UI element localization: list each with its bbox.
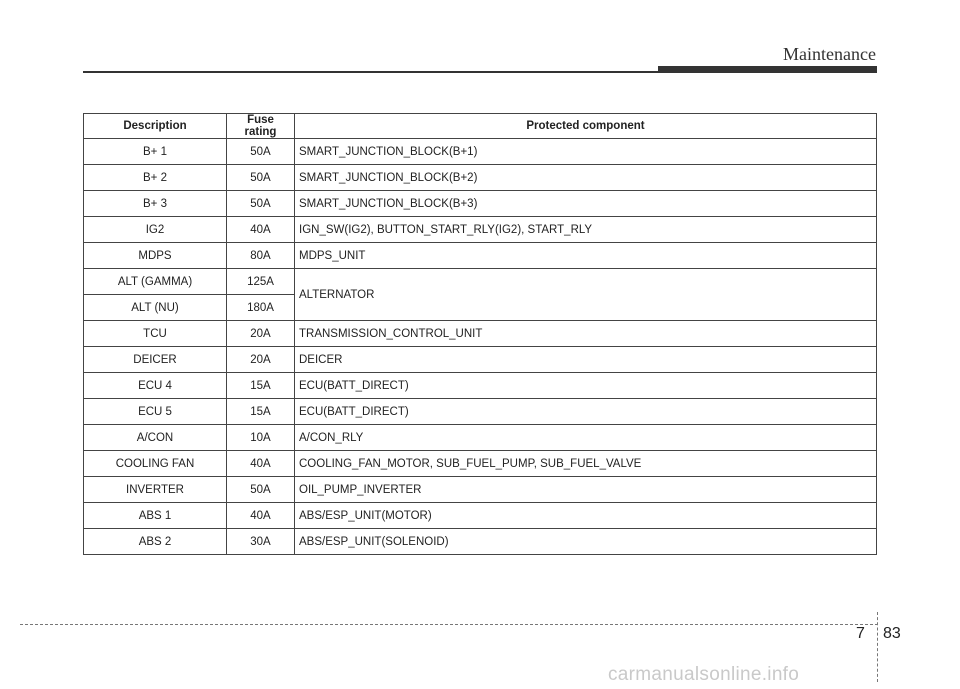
description-cell: INVERTER (84, 477, 227, 503)
fuse-rating-cell: 50A (227, 191, 295, 217)
table-row (84, 399, 877, 425)
fuse-rating-cell: 15A (227, 399, 295, 425)
protected-component-cell: MDPS_UNIT (295, 243, 877, 269)
table-row (84, 243, 877, 269)
footer-divider (20, 624, 878, 625)
table-row (84, 347, 877, 373)
table-row (84, 529, 877, 555)
protected-component-cell: ABS/ESP_UNIT(MOTOR) (295, 503, 877, 529)
protected-component-cell: TRANSMISSION_CONTROL_UNIT (295, 321, 877, 347)
fuse-rating-cell: 80A (227, 243, 295, 269)
footer-page-separator (877, 612, 878, 682)
fuse-rating-cell: 10A (227, 425, 295, 451)
fuse-rating-cell: 15A (227, 373, 295, 399)
table-row (84, 165, 877, 191)
column-header-fuse-rating: Fuse rating (227, 114, 295, 139)
fuse-rating-cell: 50A (227, 139, 295, 165)
table-row (84, 477, 877, 503)
table-row (84, 269, 877, 295)
fuse-rating-cell: 40A (227, 451, 295, 477)
description-cell: DEICER (84, 347, 227, 373)
description-cell: B+ 3 (84, 191, 227, 217)
fuse-table (83, 113, 877, 555)
description-cell: A/CON (84, 425, 227, 451)
chapter-number: 7 (856, 625, 865, 642)
table-row (84, 217, 877, 243)
fuse-rating-cell: 50A (227, 477, 295, 503)
description-cell: ECU 5 (84, 399, 227, 425)
fuse-rating-cell: 50A (227, 165, 295, 191)
column-header-protected-component: Protected component (295, 114, 877, 139)
protected-component-cell: ECU(BATT_DIRECT) (295, 373, 877, 399)
table-row (84, 139, 877, 165)
table-row (84, 425, 877, 451)
description-cell: ABS 2 (84, 529, 227, 555)
table-row (84, 191, 877, 217)
fuse-rating-cell: 180A (227, 295, 295, 321)
table-row (84, 373, 877, 399)
protected-component-cell: SMART_JUNCTION_BLOCK(B+1) (295, 139, 877, 165)
fuse-rating-cell: 20A (227, 347, 295, 373)
protected-component-cell: SMART_JUNCTION_BLOCK(B+2) (295, 165, 877, 191)
protected-component-cell: A/CON_RLY (295, 425, 877, 451)
table-row (84, 451, 877, 477)
header-rule (83, 71, 660, 73)
protected-component-cell: ECU(BATT_DIRECT) (295, 399, 877, 425)
protected-component-cell: ABS/ESP_UNIT(SOLENOID) (295, 529, 877, 555)
description-cell: IG2 (84, 217, 227, 243)
description-cell: MDPS (84, 243, 227, 269)
page-number: 83 (883, 625, 901, 642)
table-header-row (84, 114, 877, 139)
fuse-rating-cell: 40A (227, 503, 295, 529)
protected-component-cell: ALTERNATOR (295, 269, 877, 321)
fuse-rating-cell: 30A (227, 529, 295, 555)
protected-component-cell: IGN_SW(IG2), BUTTON_START_RLY(IG2), START_RLY (295, 217, 877, 243)
description-cell: ECU 4 (84, 373, 227, 399)
table-row (84, 503, 877, 529)
description-cell: B+ 2 (84, 165, 227, 191)
description-cell: ABS 1 (84, 503, 227, 529)
fuse-rating-cell: 40A (227, 217, 295, 243)
fuse-rating-cell: 20A (227, 321, 295, 347)
protected-component-cell: DEICER (295, 347, 877, 373)
protected-component-cell: SMART_JUNCTION_BLOCK(B+3) (295, 191, 877, 217)
description-cell: B+ 1 (84, 139, 227, 165)
table-row (84, 321, 877, 347)
column-header-description: Description (84, 114, 227, 139)
fuse-rating-cell: 125A (227, 269, 295, 295)
protected-component-cell: COOLING_FAN_MOTOR, SUB_FUEL_PUMP, SUB_FUEL_VALVE (295, 451, 877, 477)
section-title: Maintenance (783, 44, 876, 64)
header-rule-accent (658, 66, 877, 73)
description-cell: ALT (NU) (84, 295, 227, 321)
watermark: carmanualsonline.info (608, 664, 800, 685)
description-cell: COOLING FAN (84, 451, 227, 477)
description-cell: ALT (GAMMA) (84, 269, 227, 295)
protected-component-cell: OIL_PUMP_INVERTER (295, 477, 877, 503)
description-cell: TCU (84, 321, 227, 347)
